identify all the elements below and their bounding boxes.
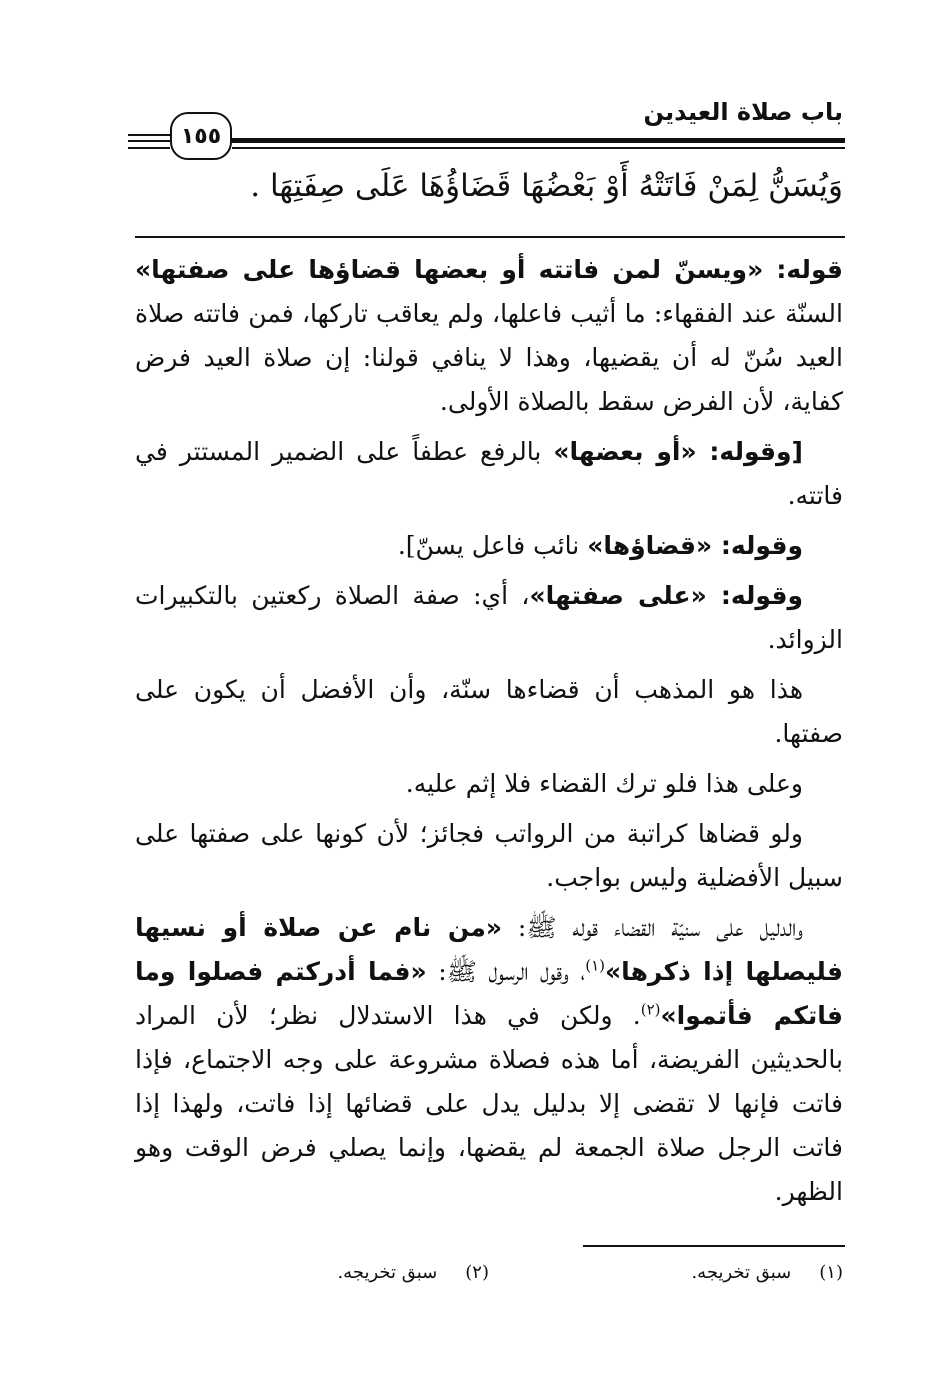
quote-heading: وقوله: «على صفتها» [529, 581, 803, 610]
footnote-text: سبق تخريجه. [691, 1262, 792, 1283]
hadith-quote: «من نام عن صلاة أو نسيها فليصلها إذا ذكرها» [135, 913, 843, 986]
paragraph-text: نائب فاعل يسنّ]. [397, 531, 580, 560]
paragraph [135, 248, 843, 424]
commentary-body [135, 248, 843, 1220]
paragraph [135, 524, 843, 568]
quote-heading: وقوله: «قضاؤها» [587, 531, 803, 560]
footnote [691, 1262, 843, 1283]
paragraph: هذا هو المذهب أن قضاءها سنّة، وأن الأفضل أن يكون على صفتها. [135, 675, 843, 748]
chapter-title: باب صلاة العيدين [643, 98, 843, 126]
paragraph-text: . ولكن في هذا الاستدلال نظر؛ لأن المراد بالحديثين الفريضة، أما هذه فصلاة مشروعة على وجه الاجتماع، فإذا فاتت فإنها لا تقضى إلا بدليل يدل على قضائها إذا فاتت، ولهذا إذا فاتت الرجل صلاة الجمعة لم يقضها، وإنما يصلي فرض الوقت وهو الظهر. [135, 1001, 843, 1206]
page-number: ١٥٥ [170, 112, 232, 160]
paragraph-text: ، وقول الرسول ﷺ: [438, 957, 586, 986]
footnote-divider [583, 1245, 845, 1247]
header-rule-thick [232, 138, 845, 143]
header-rule-left [128, 140, 170, 142]
footnote-number: (١) [819, 1262, 843, 1283]
paragraph-text: السنّة عند الفقهاء: ما أثيب فاعلها، ولم يعاقب تاركها، فمن فاتته صلاة العيد سُنّ له أن يقضيها، وهذا لا ينافي قولنا: إن صلاة العيد فرض كفاية، لأن الفرض سقط بالصلاة الأولى. [135, 299, 843, 416]
matn-divider [135, 236, 845, 238]
paragraph [135, 430, 843, 518]
paragraph-text: بالرفع عطفاً على الضمير المستتر في فاتته. [135, 437, 843, 510]
paragraph [135, 574, 843, 662]
header-rule-thin [232, 147, 845, 149]
quote-heading: [وقوله: «أو بعضها» [553, 437, 803, 466]
footnote [337, 1262, 489, 1283]
paragraph: ولو قضاها كراتبة من الرواتب فجائز؛ لأن كونها على صفتها على سبيل الأفضلية وليس بواجب. [135, 819, 843, 892]
hadith-quote: «فما أدركتم فصلوا وما فاتكم فأتموا» [135, 957, 844, 1030]
paragraph: وعلى هذا فلو ترك القضاء فلا إثم عليه. [405, 769, 803, 798]
footnote-number: (٢) [465, 1262, 489, 1283]
footnote-ref[interactable]: (٢) [640, 1000, 661, 1019]
paragraph-text: ، أي: صفة الصلاة ركعتين بالتكبيرات الزوائد. [135, 581, 843, 654]
quote-heading: قوله: «ويسنّ لمن فاتته أو بعضها قضاؤها على صفتها» [135, 255, 843, 284]
matn-text: وَيُسَنُّ لِمَنْ فَاتَتْهُ أَوْ بَعْضُهَا قَضَاؤُهَا عَلَى صِفَتِهَا . [250, 168, 843, 204]
footnote-text: سبق تخريجه. [337, 1262, 438, 1283]
footnote-ref[interactable]: (١) [585, 956, 606, 975]
paragraph-text: والدليل على سنيّة القضاء قوله ﷺ: [517, 913, 803, 942]
header-rule-left [128, 147, 170, 149]
paragraph [135, 906, 843, 1214]
header-rule-left [128, 134, 170, 136]
